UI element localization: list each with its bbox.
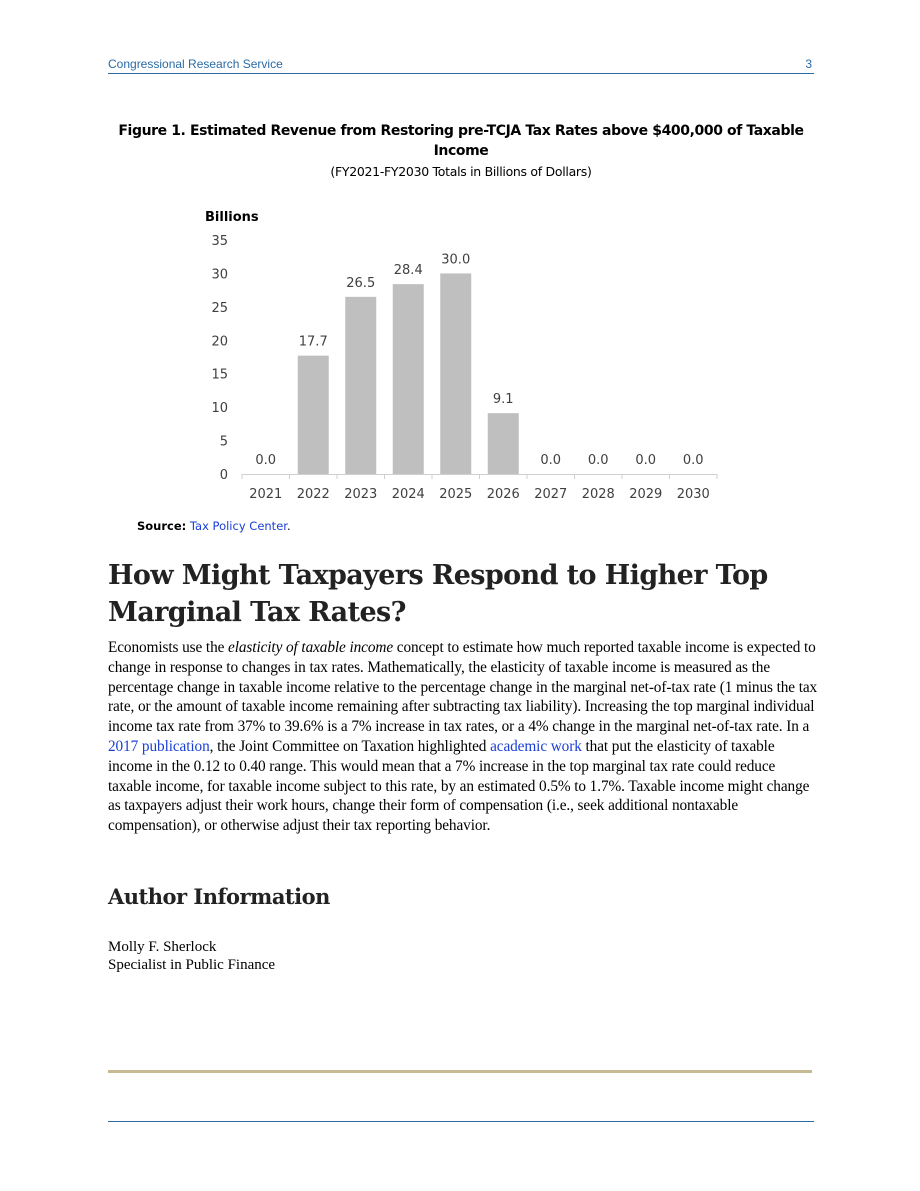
bar-chart	[190, 200, 730, 510]
data-label: 17.7	[298, 334, 328, 350]
bar	[488, 413, 519, 474]
page-number: 3	[805, 57, 812, 71]
paragraph-text-2: concept to estimate how much reported taxable income is expected to change in response to changes in tax rates. Mathematically, the elasticity of taxable income is measured as the percentage change in taxable income relative to the percentage change in the marginal net-of-tax rate (1 minus the tax rate, or the amount of taxable income remaining after subtracting tax liability). Increasing the top marginal individual income tax rate from 37% to 39.6% is a 7% increase in tax rates, or a 4% change in the marginal net-of-tax rate. In a	[108, 639, 818, 736]
y-tick-label: 30	[211, 267, 228, 283]
author-heading: Author Information	[108, 884, 330, 909]
data-label: 0.0	[255, 453, 277, 468]
elasticity-term: elasticity of taxable income	[228, 639, 394, 656]
data-label: 0.0	[587, 453, 609, 468]
figure-subtitle: (FY2021-FY2030 Totals in Billions of Dollars)	[330, 164, 592, 179]
data-label: 9.1	[492, 392, 514, 408]
footer-divider	[108, 1121, 814, 1122]
author-name: Molly F. Sherlock	[108, 939, 217, 955]
bar	[393, 284, 424, 474]
data-label: 28.4	[393, 263, 423, 279]
x-tick-label: 2023	[344, 487, 378, 502]
data-label: 0.0	[682, 453, 704, 468]
figure-title: Figure 1. Estimated Revenue from Restoring pre-TCJA Tax Rates above $400,000 of Taxable Income	[118, 123, 804, 159]
x-tick-label: 2029	[629, 487, 663, 502]
x-tick-label: 2025	[439, 487, 473, 502]
footer-gold-divider	[108, 1070, 812, 1073]
x-tick-label: 2028	[581, 487, 615, 502]
x-tick-label: 2021	[249, 487, 283, 502]
paragraph-text-3: , the Joint Committee on Taxation highlighted	[209, 737, 491, 755]
x-tick-label: 2027	[534, 487, 568, 502]
source-end: .	[286, 519, 291, 533]
header-org: Congressional Research Service	[108, 57, 283, 71]
bar	[440, 273, 471, 474]
y-tick-label: 5	[219, 434, 228, 450]
body-paragraph	[108, 638, 820, 836]
figure-source	[137, 519, 291, 533]
data-label: 0.0	[635, 453, 657, 468]
y-tick-label: 15	[211, 367, 228, 383]
x-tick-label: 2026	[486, 487, 520, 502]
publication-link[interactable]: 2017 publication	[108, 737, 210, 755]
y-tick-label: 10	[211, 401, 228, 417]
author-title: Specialist in Public Finance	[108, 957, 276, 973]
bar	[345, 297, 376, 474]
header-divider	[108, 73, 814, 74]
paragraph-text-4: that put the elasticity of taxable income in the 0.12 to 0.40 range. This would mean that a 7% increase in the top marginal tax rate could reduce taxable income, for taxable income subject to this rate, by an estimated 0.5% to 1.7%. Taxable income might change as taxpayers adjust their work hours, change their form of compensation (i.e., seek additional nontaxable compensation), or otherwise adjust their tax reporting behavior.	[108, 737, 810, 835]
source-label: Source:	[137, 519, 187, 533]
data-label: 30.0	[441, 252, 471, 268]
x-tick-label: 2030	[676, 487, 710, 502]
y-tick-label: 25	[211, 300, 228, 316]
bar	[298, 356, 329, 474]
y-tick-label: 35	[211, 234, 228, 249]
y-axis-label: Billions	[205, 210, 259, 225]
y-tick-label: 0	[219, 468, 228, 483]
source-link[interactable]: Tax Policy Center	[189, 519, 287, 533]
data-label: 0.0	[540, 453, 562, 468]
y-tick-label: 20	[211, 334, 228, 350]
academic-work-link[interactable]: academic work	[490, 737, 582, 755]
x-tick-label: 2022	[296, 487, 330, 502]
section-heading: How Might Taxpayers Respond to Higher Top Marginal Tax Rates?	[108, 560, 768, 628]
paragraph-text-1: Economists use the	[108, 639, 229, 656]
data-label: 26.5	[346, 275, 376, 291]
x-tick-label: 2024	[391, 487, 425, 502]
